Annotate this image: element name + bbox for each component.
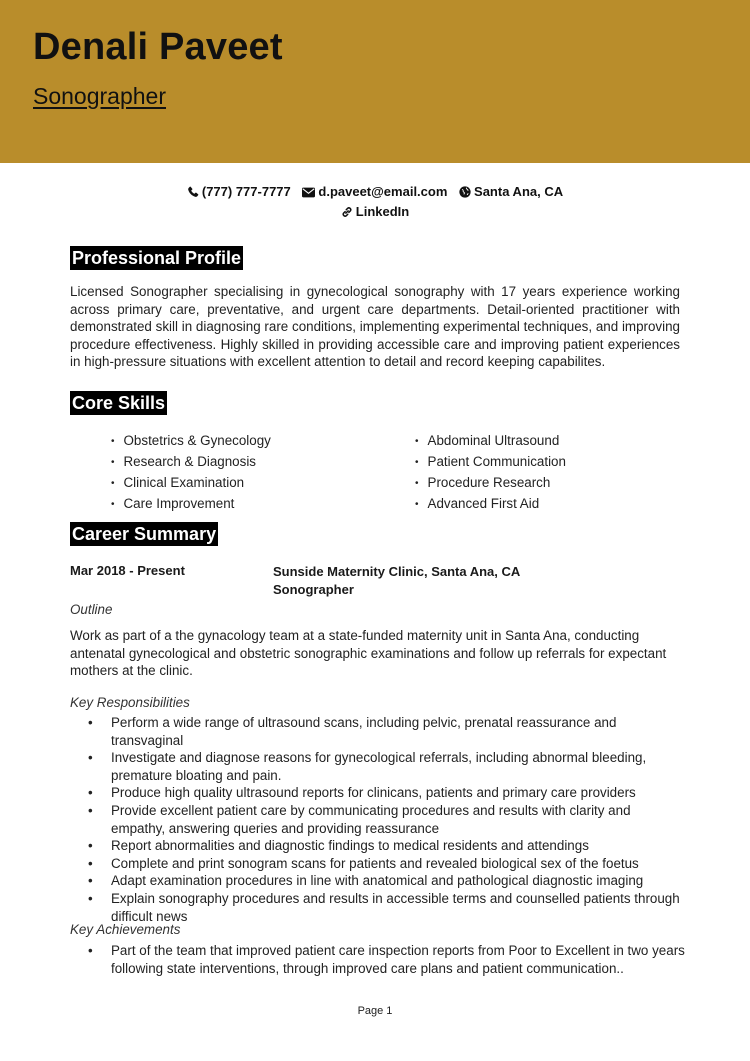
skill-item: • Procedure Research [415, 473, 566, 494]
phone-text: (777) 777-7777 [201, 184, 291, 199]
contact-info [0, 182, 750, 222]
globe-icon [459, 186, 471, 198]
contact-location [459, 182, 563, 202]
list-item: • Explain sonography procedures and results in accessible terms and counselled patients through difficult news [70, 890, 685, 925]
section-title-profile: Professional Profile [72, 248, 242, 268]
list-item: • Perform a wide range of ultrasound scans, including pelvic, prenatal reassurance and transvaginal [70, 714, 685, 749]
list-item: • Part of the team that improved patient care inspection reports from Poor to Excellent in two years following state interventions, through improved care plans and patient communication.. [70, 942, 685, 977]
contact-linkedin[interactable] [341, 202, 409, 222]
skill-item: • Obstetrics & Gynecology [111, 431, 271, 452]
section-title-skills: Core Skills [72, 393, 166, 413]
email-text: d.paveet@email.com [318, 184, 448, 199]
skill-item: • Clinical Examination [111, 473, 271, 494]
list-item: • Report abnormalities and diagnostic findings to medical residents and attendings [70, 837, 685, 855]
list-item: • Provide excellent patient care by communicating procedures and results with clarity and empathy, answering queries and providing reassurance [70, 802, 685, 837]
skill-item: • Advanced First Aid [415, 494, 566, 515]
outline-label: Outline [70, 602, 113, 617]
contact-phone[interactable] [187, 182, 291, 202]
location-text: Santa Ana, CA [474, 184, 564, 199]
section-title-career: Career Summary [72, 524, 217, 544]
skill-item: • Research & Diagnosis [111, 452, 271, 473]
list-item: • Produce high quality ultrasound reports for clinicans, patients and primary care providers [70, 784, 685, 802]
page-number: Page 1 [357, 1005, 393, 1017]
skills-column-2 [415, 431, 566, 515]
skill-item: • Patient Communication [415, 452, 566, 473]
candidate-name: Denali Paveet [33, 26, 283, 68]
link-icon [341, 206, 353, 218]
header-banner [0, 0, 750, 163]
skill-item: • Abdominal Ultrasound [415, 431, 566, 452]
list-item: • Complete and print sonogram scans for patients and revealed biological sex of the foetus [70, 855, 685, 873]
linkedin-text: LinkedIn [355, 204, 410, 219]
candidate-role: Sonographer [33, 83, 166, 109]
phone-icon [187, 186, 199, 198]
list-item: • Adapt examination procedures in line with anatomical and pathological diagnostic imaging [70, 872, 685, 890]
outline-text: Work as part of a the gynacology team at a state-funded maternity unit in Santa Ana, conducting antenatal gynecological and obstetric sonographic examinations and follow up referrals for expectant mothers at the clinic. [70, 628, 667, 679]
job-header [273, 563, 520, 599]
responsibilities-list [70, 714, 685, 925]
list-item: • Investigate and diagnose reasons for gynecological referrals, including abnormal bleeding, premature bloating and pain. [70, 749, 685, 784]
skill-item: • Care Improvement [111, 494, 271, 515]
skills-column-1 [111, 431, 271, 515]
job-employer: Sunside Maternity Clinic, Santa Ana, CA [273, 564, 521, 579]
contact-email[interactable] [302, 182, 447, 202]
profile-text: Licensed Sonographer specialising in gynecological sonography with 17 years experience working across primary care, preventative, and urgent care departments. Detail-oriented practitioner with demonstrated skill in diagnosing rare conditions, implementing experimental techniques, and improving procedure effectiveness. Highly skilled in providing accessible care and improving patient experiences in high-pressure situations with excellent attention to detail and record keeping capabilites. [70, 284, 680, 370]
job-title: Sonographer [273, 582, 354, 597]
achievements-list [70, 942, 685, 977]
achievements-label: Key Achievements [70, 922, 181, 937]
responsibilities-label: Key Responsibilities [70, 695, 190, 710]
envelope-icon [302, 187, 315, 198]
job-dates: Mar 2018 - Present [70, 563, 185, 578]
